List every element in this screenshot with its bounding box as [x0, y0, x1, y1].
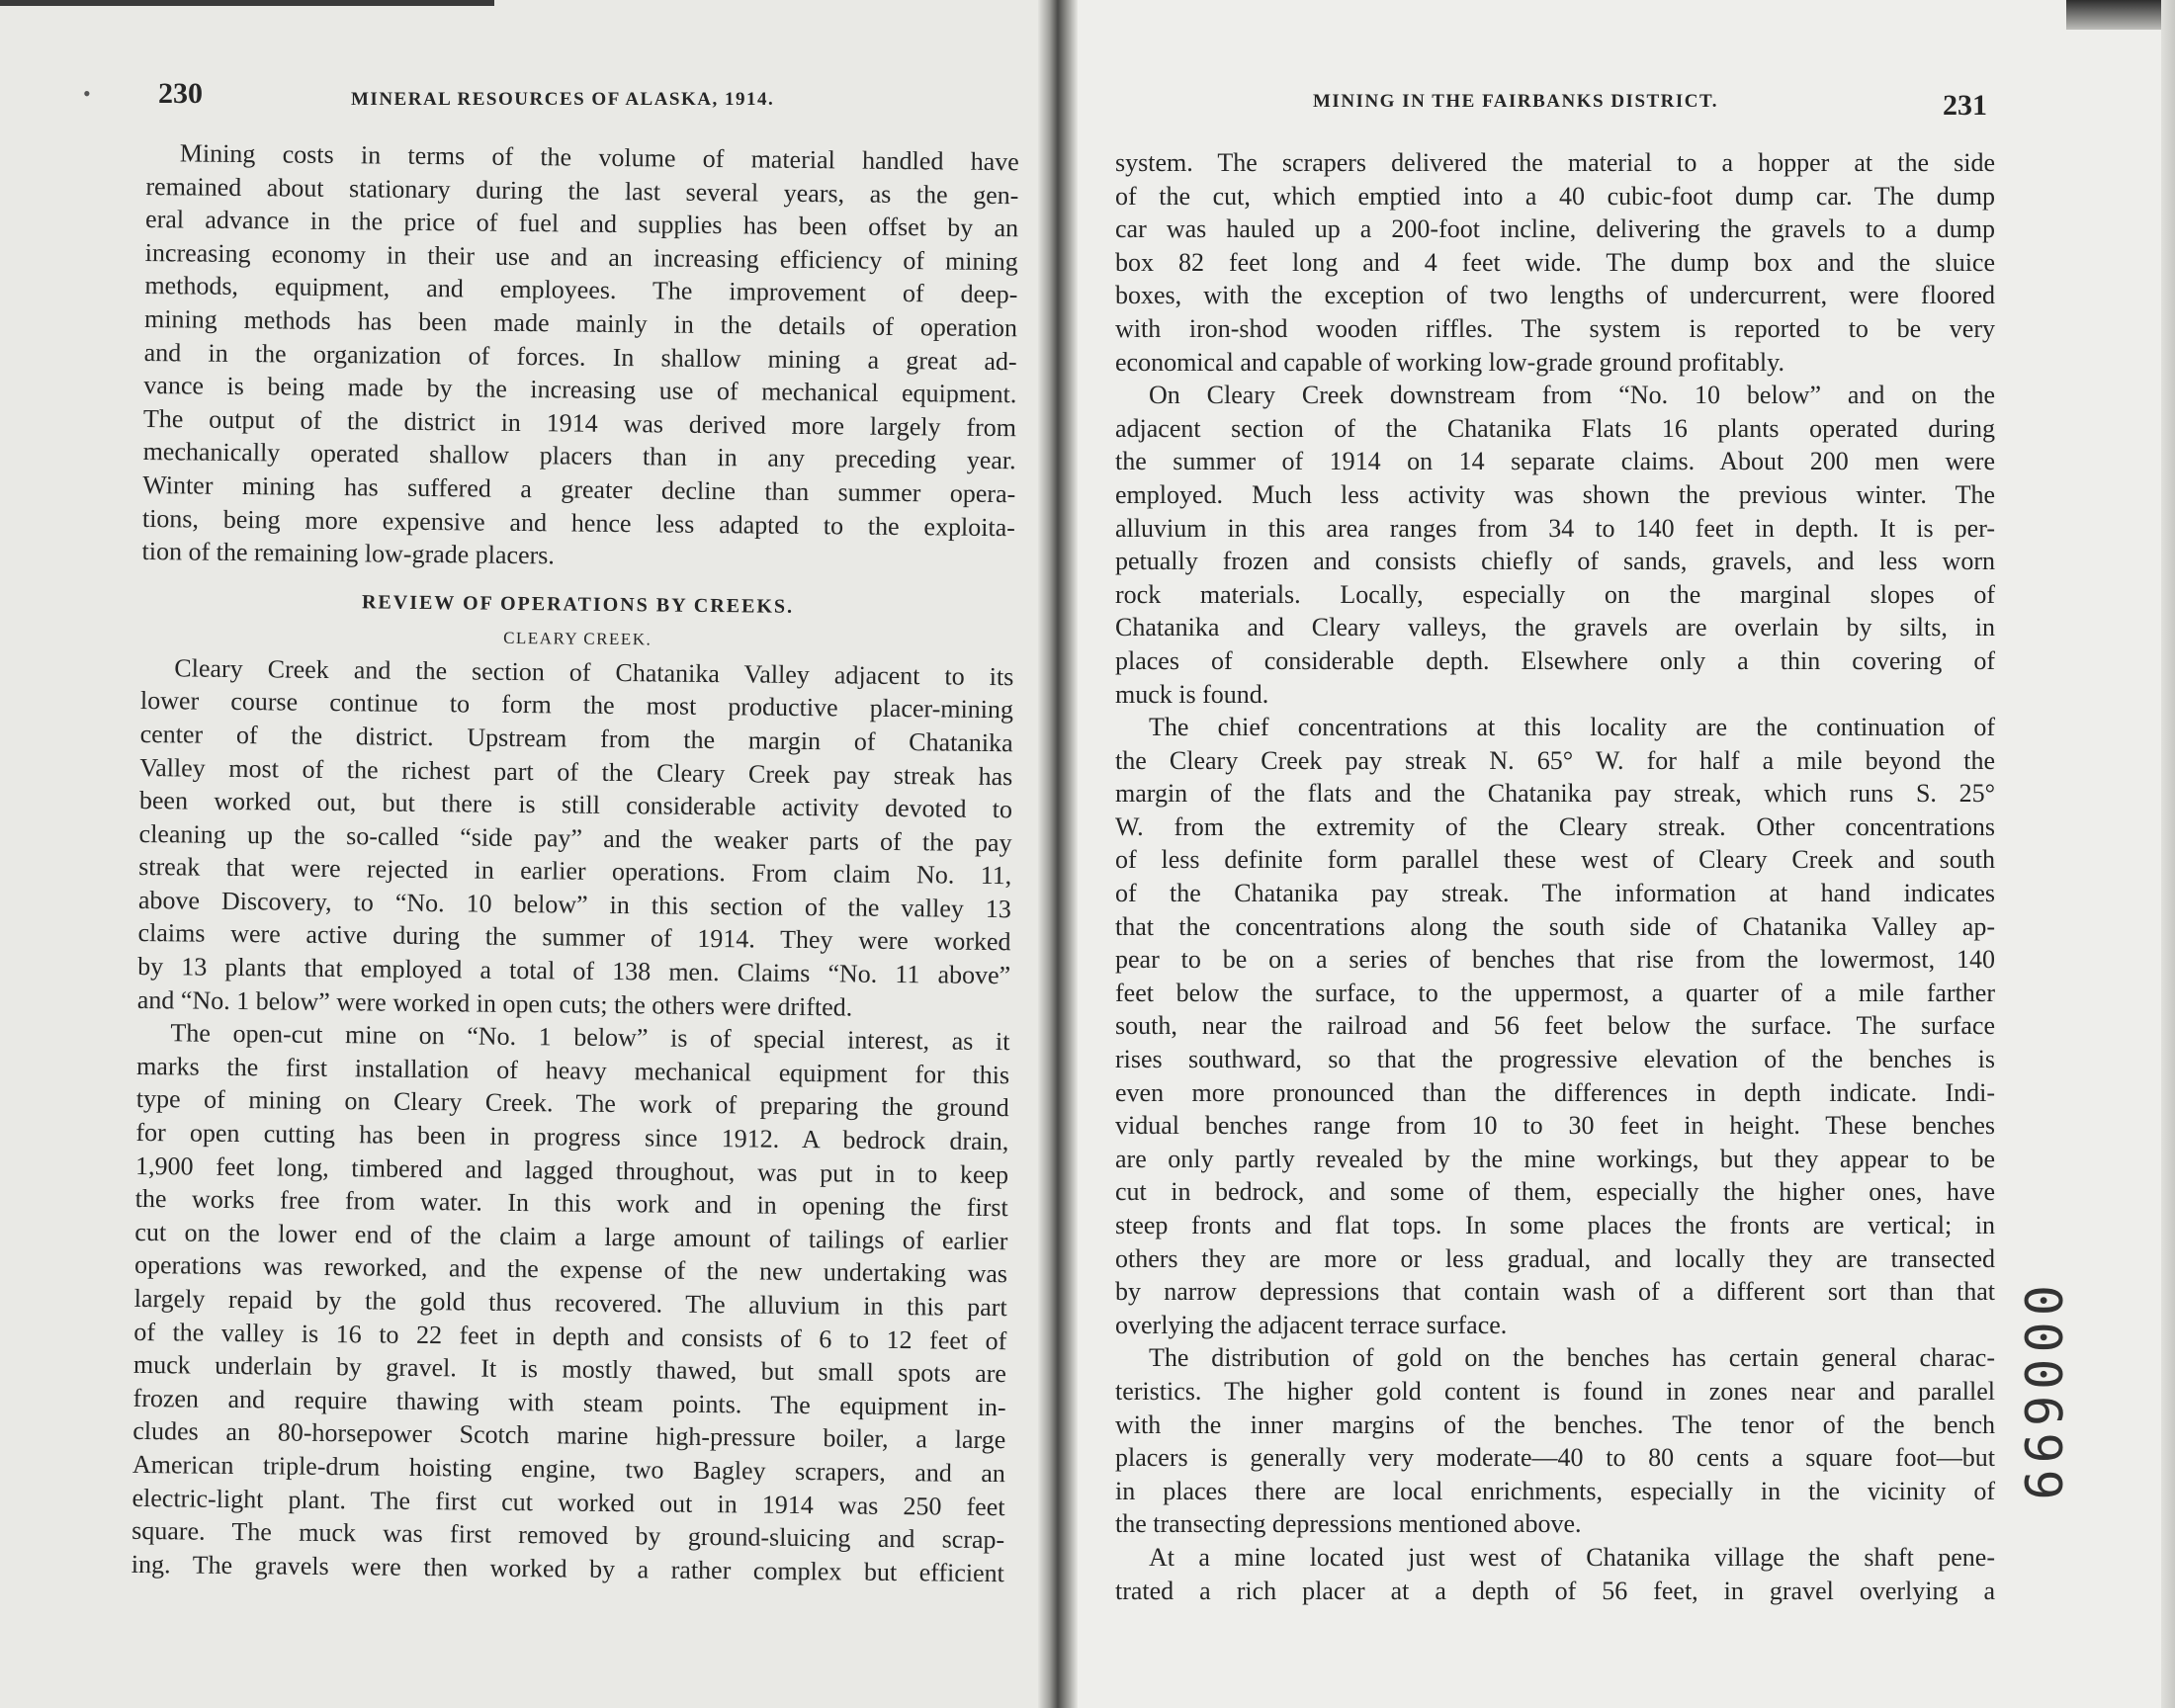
- text-line: with iron-shod wooden riffles. The system is reported to be very: [1115, 313, 1995, 343]
- right-paragraph-5: [1115, 1541, 1995, 1607]
- text-line: the transecting depressions mentioned above.: [1115, 1509, 1582, 1539]
- text-line: and in the organization of forces. In shallow mining a great ad-: [143, 337, 1017, 376]
- margin-dot: •: [83, 81, 91, 106]
- archive-stamp-number: 000699: [2012, 1285, 2071, 1506]
- text-line: boxes, with the exception of two lengths of undercurrent, were floored: [1115, 281, 1995, 310]
- text-line: At a mine located just west of Chatanika village the shaft pene-: [1149, 1542, 1995, 1572]
- text-line: cleaning up the so-called “side pay” and the weaker parts of the pay: [138, 818, 1012, 857]
- text-line: of the Chatanika pay streak. The information at hand indicates: [1115, 879, 1995, 908]
- scan-edge-top-right: [2066, 0, 2175, 30]
- text-line: ing. The gravels were then worked by a rather complex but efficient: [130, 1549, 1004, 1587]
- text-line: steep fronts and flat tops. In some places the fronts are vertical; in: [1115, 1211, 1995, 1239]
- left-page-number: 230: [158, 77, 203, 110]
- right-running-header: MINING IN THE FAIRBANKS DISTRICT.: [1313, 91, 1719, 112]
- text-line: American triple-drum hoisting engine, two Bagley scrapers, and an: [131, 1449, 1006, 1489]
- text-line: cut on the lower end of the claim a large amount of tailings of earlier: [134, 1217, 1008, 1255]
- text-line: the summer of 1914 on 14 separate claims. About 200 men were: [1115, 447, 1995, 476]
- right-paragraph-1: [1115, 146, 1995, 379]
- text-line: Chatanika and Cleary valleys, the gravels are overlain by silts, in: [1115, 613, 1995, 642]
- text-line: marks the first installation of heavy mechanical equipment for this: [136, 1051, 1010, 1090]
- text-line: tion of the remaining low-grade placers.: [141, 537, 556, 570]
- text-line: by 13 plants that employed a total of 138 men. Claims “No. 11 above”: [137, 952, 1011, 990]
- text-line: in places there are local enrichments, especially in the vicinity of: [1115, 1476, 1995, 1505]
- text-line: pear to be on a series of benches that rise from the lowermost, 140: [1115, 945, 1995, 975]
- text-line: center of the district. Upstream from the margin of Chatanika: [139, 719, 1013, 758]
- text-line: cut in bedrock, and some of them, especially the higher ones, have: [1115, 1177, 1995, 1207]
- text-line: lower course continue to form the most productive placer-mining: [139, 686, 1014, 725]
- text-line: methods, equipment, and employees. The improvement of deep-: [144, 271, 1018, 309]
- text-line: adjacent section of the Chatanika Flats 16 plants operated during: [1115, 413, 1995, 443]
- text-line: even more pronounced than the differences in depth indicate. Indi-: [1115, 1077, 1995, 1107]
- text-line: square. The muck was first removed by ground-sluicing and scrap-: [131, 1516, 1005, 1555]
- text-line: muck underlain by gravel. It is mostly thawed, but small spots are: [132, 1350, 1007, 1389]
- text-line: tions, being more expensive and hence less adapted to the exploita-: [141, 503, 1016, 542]
- text-line: places of considerable depth. Elsewhere only a thin covering of: [1115, 645, 1995, 675]
- left-running-header: MINERAL RESOURCES OF ALASKA, 1914.: [351, 89, 775, 110]
- text-line: trated a rich placer at a depth of 56 feet, in gravel overlying a: [1115, 1576, 1995, 1605]
- text-line: type of mining on Cleary Creek. The work of preparing the ground: [135, 1084, 1009, 1123]
- text-line: On Cleary Creek downstream from “No. 10 below” and on the: [1149, 381, 1995, 410]
- text-line: The chief concentrations at this locality are the continuation of: [1149, 713, 1995, 742]
- text-line: claims were active during the summer of 1914. They were worked: [137, 918, 1011, 957]
- text-line: petually frozen and consists chiefly of sands, gravels, and less worn: [1115, 547, 1995, 576]
- text-line: and “No. 1 below” were worked in open cuts; the others were drifted.: [136, 984, 853, 1022]
- text-line: W. from the extremity of the Cleary streak. Other concentrations: [1115, 811, 1995, 841]
- text-line: Valley most of the richest part of the Cleary Creek pay streak has: [139, 752, 1013, 791]
- text-line: by narrow depressions that contain wash of a different sort than that: [1115, 1277, 1995, 1307]
- text-line: largely repaid by the gold thus recovered. The alluvium in this part: [133, 1283, 1007, 1323]
- text-line: Mining costs in terms of the volume of material handled have: [179, 138, 1019, 177]
- text-line: the Cleary Creek pay streak N. 65° W. for half a mile beyond the: [1115, 745, 1995, 775]
- text-line: The open-cut mine on “No. 1 below” is of special interest, as it: [170, 1018, 1010, 1057]
- text-line: employed. Much less activity was shown the previous winter. The: [1115, 479, 1995, 509]
- text-line: operations was reworked, and the expense of the new undertaking was: [133, 1250, 1008, 1289]
- text-line: muck is found.: [1115, 679, 1269, 709]
- left-text-column: [131, 136, 1019, 1590]
- text-line: feet below the surface, to the uppermost, a quarter of a mile farther: [1115, 978, 1995, 1007]
- text-line: above Discovery, to “No. 10 below” in this section of the valley 13: [137, 885, 1012, 924]
- scan-edge-top-left: [0, 0, 494, 6]
- text-line: margin of the flats and the Chatanika pay streak, which runs S. 25°: [1115, 779, 1995, 809]
- text-line: vidual benches range from 10 to 30 feet in height. These benches: [1115, 1111, 1995, 1141]
- scan-edge-right: [2161, 0, 2175, 1708]
- right-page-number: 231: [1943, 89, 1987, 122]
- text-line: with the inner margins of the benches. The tenor of the bench: [1115, 1409, 1995, 1439]
- text-line: the works free from water. In this work and in opening the first: [134, 1184, 1008, 1223]
- text-line: of the cut, which emptied into a 40 cubic-foot dump car. The dump: [1115, 181, 1995, 211]
- right-paragraph-2: [1115, 379, 1995, 711]
- text-line: The distribution of gold on the benches has certain general charac-: [1149, 1343, 1995, 1373]
- text-line: vance is being made by the increasing use of mechanical equipment.: [143, 371, 1017, 409]
- right-paragraph-3: [1115, 711, 1995, 1341]
- text-line: streak that were rejected in earlier operations. From claim No. 11,: [138, 852, 1012, 891]
- text-line: remained about stationary during the last several years, as the gen-: [145, 171, 1019, 210]
- text-line: been worked out, but there is still considerable activity devoted to: [138, 786, 1013, 824]
- text-line: of less definite form parallel these west of Cleary Creek and south: [1115, 845, 1995, 875]
- text-line: increasing economy in their use and an increasing efficiency of mining: [144, 237, 1018, 277]
- text-line: mechanically operated shallow placers than in any preceding year.: [142, 437, 1016, 475]
- text-line: are only partly revealed by the mine workings, but they appear to be: [1115, 1144, 1995, 1173]
- right-text-column: [1115, 146, 1995, 1607]
- text-line: that the concentrations along the south side of Chatanika Valley ap-: [1115, 911, 1995, 941]
- text-line: placers is generally very moderate—40 to 80 cents a square foot—but: [1115, 1443, 1995, 1473]
- text-line: for open cutting has been in progress since 1912. A bedrock drain,: [135, 1117, 1009, 1156]
- left-paragraph-1: [141, 136, 1019, 577]
- text-line: teristics. The higher gold content is found in zones near and parallel: [1115, 1376, 1995, 1406]
- text-line: economical and capable of working low-grade ground profitably.: [1115, 347, 1784, 377]
- left-paragraph-3: [131, 1016, 1010, 1589]
- text-line: eral advance in the price of fuel and supplies has been offset by an: [144, 205, 1019, 243]
- text-line: box 82 feet long and 4 feet wide. The dump box and the sluice: [1115, 247, 1995, 277]
- text-line: The output of the district in 1914 was derived more largely from: [142, 403, 1017, 442]
- text-line: alluvium in this area ranges from 34 to 140 feet in depth. It is per-: [1115, 513, 1995, 543]
- text-line: car was hauled up a 200-foot incline, delivering the gravels to a dump: [1115, 214, 1995, 244]
- text-line: mining methods has been made mainly in the details of operation: [143, 303, 1018, 343]
- subsection-heading: CLEARY CREEK.: [503, 628, 652, 649]
- text-line: south, near the railroad and 56 feet below the surface. The surface: [1115, 1011, 1995, 1041]
- text-line: system. The scrapers delivered the material to a hopper at the side: [1115, 148, 1995, 177]
- text-line: Cleary Creek and the section of Chatanika Valley adjacent to its: [174, 653, 1014, 691]
- text-line: of the valley is 16 to 22 feet in depth and consists of 6 to 12 feet of: [133, 1317, 1007, 1355]
- left-paragraph-2: [137, 651, 1014, 1026]
- text-line: cludes an 80-horsepower Scotch marine high-pressure boiler, a large: [132, 1416, 1006, 1455]
- text-line: electric-light plant. The first cut worked out in 1914 was 250 feet: [131, 1483, 1005, 1521]
- right-paragraph-4: [1115, 1341, 1995, 1541]
- section-heading: REVIEW OF OPERATIONS BY CREEKS.: [361, 591, 795, 618]
- text-line: 1,900 feet long, timbered and lagged throughout, was put in to keep: [134, 1151, 1009, 1189]
- book-gutter: [1038, 0, 1078, 1708]
- text-line: rock materials. Locally, especially on the marginal slopes of: [1115, 579, 1995, 609]
- text-line: rises southward, so that the progressive elevation of the benches is: [1115, 1045, 1995, 1074]
- text-line: overlying the adjacent terrace surface.: [1115, 1310, 1508, 1339]
- text-line: frozen and require thawing with steam points. The equipment in-: [132, 1383, 1006, 1421]
- text-line: others they are more or less gradual, and locally they are transected: [1115, 1243, 1995, 1273]
- text-line: Winter mining has suffered a greater decline than summer opera-: [142, 470, 1016, 509]
